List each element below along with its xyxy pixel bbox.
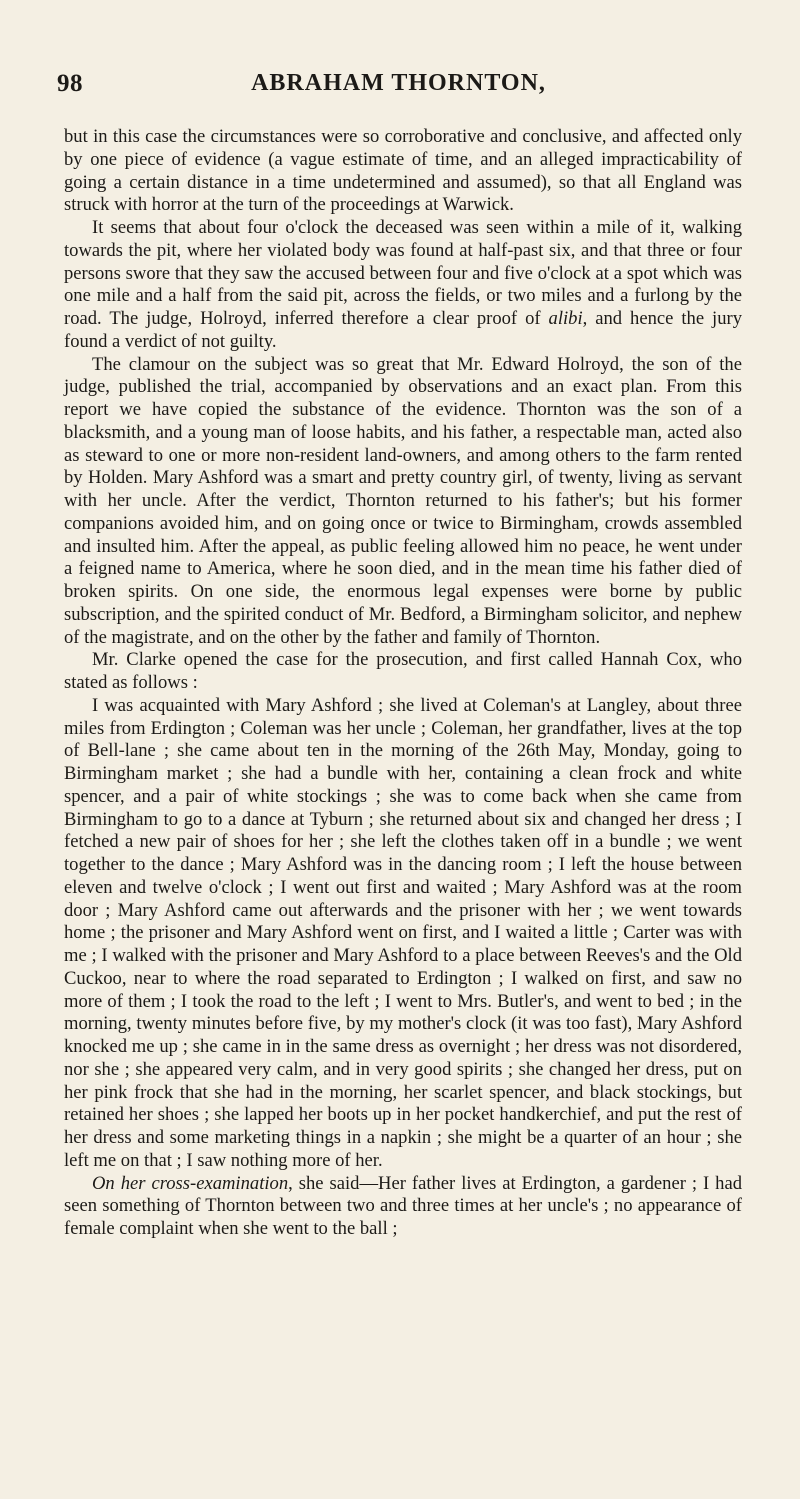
paragraph-prosecution: Mr. Clarke opened the case for the prosecution, and first called Hannah Cox, who stated as follows : — [64, 649, 742, 693]
paragraph-alibi — [64, 217, 742, 354]
paragraph-cross-examination — [64, 1173, 742, 1241]
paragraph-clamour: The clamour on the subject was so great that Mr. Edward Holroyd, the son of the judge, published the trial, accompanied by observations and an exact plan. From this report we have copied the substance of the evidence. Thornton was the son of a blacksmith, and a young man of loose habits, and his father, a respectable man, acted also as steward to one or more non-resident land-owners, and among others to the farm rented by Holden. Mary Ashford was a smart and pretty country girl, of twenty, living as servant with her uncle. After the verdict, Thornton returned to his father's; but his former companions avoided him, and on going once or twice to Birmingham, crowds assembled and insulted him. After the appeal, as public feeling allowed him no peace, he went under a feigned name to America, where he soon died, and in the mean time his father died of broken spirits. On one side, the enormous legal expenses were borne by public subscription, and the spirited conduct of Mr. Bedford, a Birmingham solicitor, and nephew of the magistrate, and on the other by the father and family of Thornton. — [64, 353, 742, 648]
italic-heading: On her cross-examination — [92, 1172, 289, 1194]
body-text — [64, 126, 742, 1241]
running-head — [57, 70, 740, 106]
paragraph-text: It seems that about four o'clock the deceased was seen within a mile of it, walking towards the pit, where her violated body was found at half-past six, and that three or four persons swore that they saw the accused between four and five o'clock at a spot which was one mile and a half from the said pit, across the fields, or two miles and a furlong by the road. The judge, Holroyd, inferred therefore a clear proof of — [64, 217, 742, 329]
paragraph-continuation: but in this case the circumstances were so corroborative and conclusive, and affected only by one piece of evidence (a vague estimate of time, and an alleged impracticability of going a certain distance in a time undetermined and assumed), so that all England was struck with horror at the turn of the proceedings at Warwick. — [64, 126, 742, 216]
italic-term: alibi — [548, 308, 583, 329]
paragraph-text: , and hence the jury found a verdict of not guilty. — [64, 308, 743, 352]
paragraph-text: , she said—Her father lives at Erdington, a gardener ; I had seen something of Thornton between two and three times at her uncle's ; no appearance of female complaint when she went to the ball ; — [64, 1172, 742, 1239]
running-title: ABRAHAM THORNTON, — [251, 70, 546, 96]
page-number: 98 — [57, 70, 83, 97]
paragraph-testimony: I was acquainted with Mary Ashford ; she lived at Coleman's at Langley, about three miles from Erdington ; Coleman was her uncle ; Coleman, her grandfather, lives at the top of Bell-lane ; she came about ten in the morning of the 26th May, Monday, going to Birmingham market ; she had a bundle with her, containing a clean frock and white spencer, and a pair of white stockings ; she was to come back when she came from Birmingham to go to a dance at Tyburn ; she returned about six and changed her dress ; I fetched a new pair of shoes for her ; she left the clothes taken off in a bundle ; we went together to the dance ; Mary Ashford was in the dancing room ; I left the house between eleven and twelve o'clock ; I went out first and waited ; Mary Ashford was at the room door ; Mary Ashford came out afterwards and the prisoner with her ; we went towards home ; the prisoner and Mary Ashford went on first, and I waited a little ; Carter was with me ; I walked with the prisoner and Mary Ashford to a place between Reeves's and the Old Cuckoo, near to where the road separated to Erdington ; I walked on first, and saw no more of them ; I took the road to the left ; I went to Mrs. Butler's, and went to bed ; in the morning, twenty minutes before five, by my mother's clock (it was too fast), Mary Ashford knocked me up ; she came in in the same dress as overnight ; her dress was not disordered, nor she ; she appeared very calm, and in very good spirits ; she changed her dress, put on her pink frock that she had in the morning, her scarlet spencer, and black stockings, but retained her shoes ; she lapped her boots up in her pocket handkerchief, and put the rest of her dress and some marketing things in a napkin ; she might be a quarter of an hour ; she left me on that ; I saw nothing more of her. — [64, 694, 742, 1171]
